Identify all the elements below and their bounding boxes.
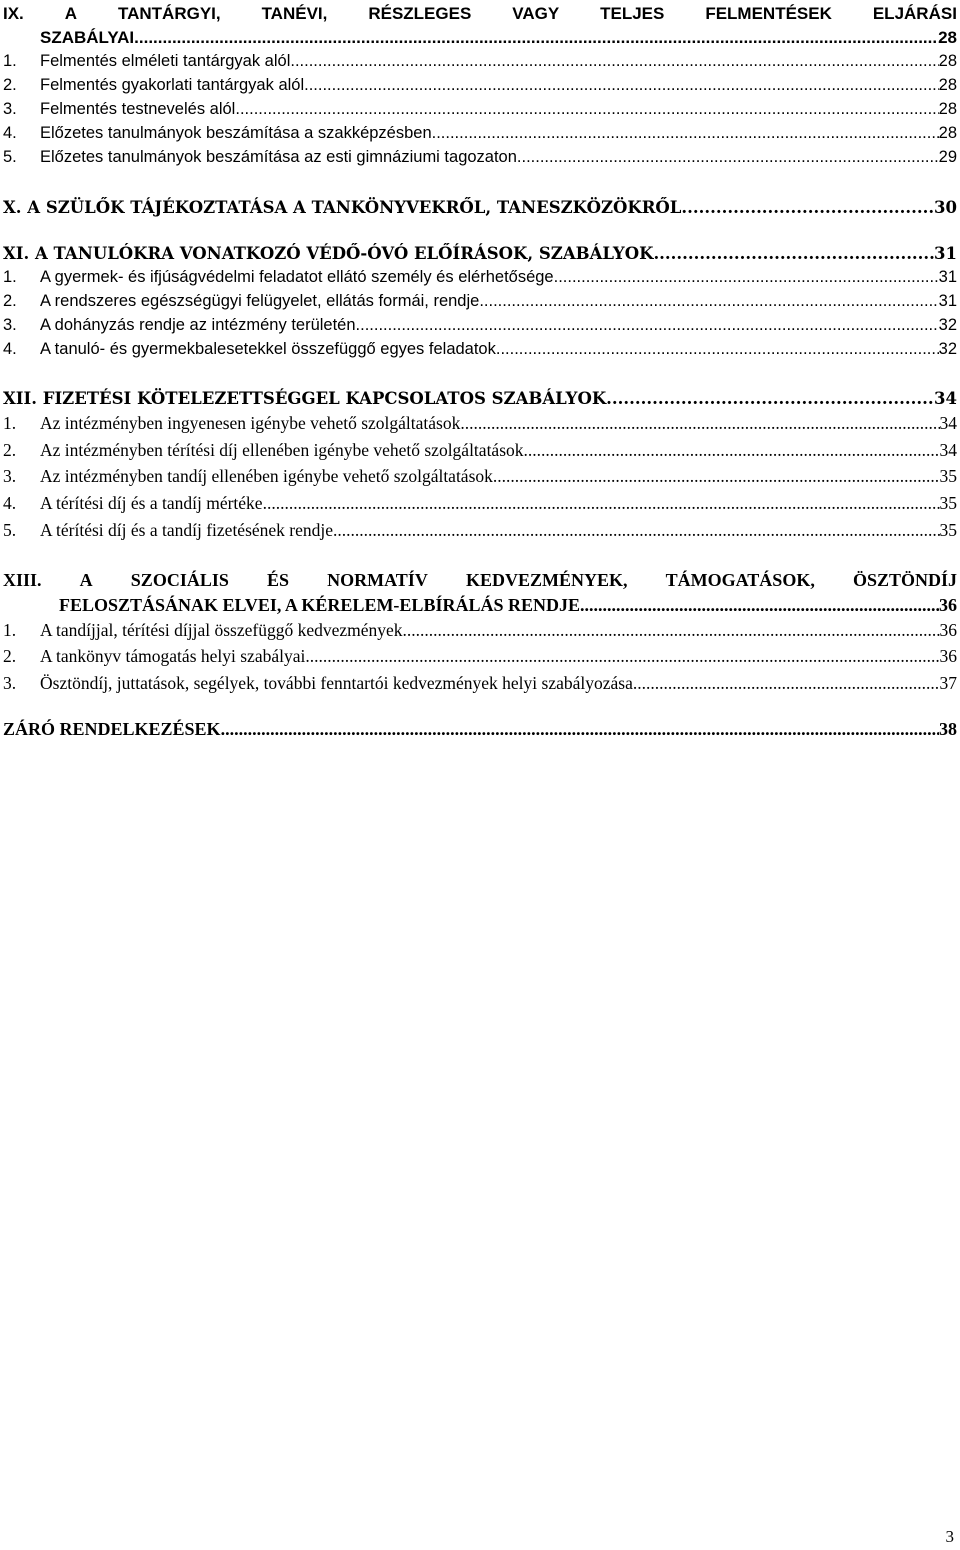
heading-word: ÉS bbox=[266, 570, 290, 590]
toc-title: A gyermek- és ifjúságvédelmi feladatot ellátó személy és elérhetősége bbox=[40, 268, 554, 286]
toc-entry[interactable] bbox=[3, 124, 957, 148]
toc-title: A rendszeres egészségügyi felügyelet, ellátás formái, rendje bbox=[40, 292, 480, 310]
toc-entry[interactable] bbox=[3, 440, 957, 464]
toc-leader bbox=[134, 28, 938, 48]
toc-leader bbox=[524, 440, 940, 461]
heading-word: TÁMOGATÁSOK, bbox=[665, 570, 815, 590]
toc-number: 2. bbox=[3, 440, 17, 460]
toc-leader bbox=[554, 268, 939, 287]
toc-number: 1. bbox=[3, 620, 17, 640]
heading-word: SZOCIÁLIS bbox=[130, 570, 229, 590]
toc-leader bbox=[580, 595, 939, 616]
toc-page-number: 31 bbox=[938, 292, 957, 310]
toc-page-number: 34 bbox=[934, 389, 957, 408]
toc-page-number: 31 bbox=[934, 244, 957, 263]
toc-title: XII. FIZETÉSI KÖTELEZETTSÉGGEL KAPCSOLATOS SZABÁLYOK bbox=[3, 389, 607, 408]
toc-title: A tankönyv támogatás helyi szabályai bbox=[40, 646, 306, 666]
toc-title: A dohányzás rendje az intézmény területén bbox=[40, 316, 356, 334]
toc-heading-zaro[interactable] bbox=[3, 719, 957, 743]
toc-number: 1. bbox=[3, 52, 17, 70]
toc-heading-x[interactable] bbox=[3, 198, 957, 222]
toc-page-number: 30 bbox=[934, 198, 957, 217]
toc-number: 4. bbox=[3, 124, 17, 142]
heading-word: TANTÁRGYI, bbox=[117, 4, 221, 23]
toc-title: A tandíjjal, térítési díjjal összefüggő kedvezmények bbox=[40, 620, 403, 640]
toc-leader bbox=[290, 52, 938, 71]
toc-entry[interactable] bbox=[3, 646, 957, 670]
toc-page-number: 28 bbox=[938, 28, 957, 47]
toc-heading-ix-line2[interactable] bbox=[40, 28, 957, 52]
toc-page-number: 31 bbox=[938, 268, 957, 286]
toc-page-number: 35 bbox=[939, 466, 957, 486]
toc-leader bbox=[235, 100, 938, 119]
toc-entry[interactable] bbox=[3, 148, 957, 172]
toc-leader bbox=[304, 76, 939, 95]
toc-entry[interactable] bbox=[3, 413, 957, 437]
toc-leader bbox=[633, 673, 940, 694]
toc-entry[interactable] bbox=[3, 493, 957, 517]
toc-heading-xi[interactable] bbox=[3, 244, 957, 268]
toc-heading-ix-line1 bbox=[3, 4, 957, 28]
toc-page-number: 34 bbox=[939, 413, 957, 433]
toc-page-number: 28 bbox=[938, 52, 957, 70]
toc-heading-xiii-line2[interactable] bbox=[59, 595, 957, 619]
toc-leader bbox=[479, 292, 938, 311]
toc-title: Ösztöndíj, juttatások, segélyek, további fenntartói kedvezmények helyi szabályozása bbox=[40, 673, 633, 693]
toc-page-number: 35 bbox=[939, 493, 957, 513]
toc-title: A tanuló- és gyermekbalesetekkel összefüggő egyes feladatok bbox=[40, 340, 496, 358]
heading-word: TANÉVI, bbox=[261, 4, 328, 23]
toc-leader bbox=[305, 646, 939, 667]
toc-title: Előzetes tanulmányok beszámítása a szakképzésben bbox=[40, 124, 432, 142]
toc-number: 2. bbox=[3, 76, 17, 94]
toc-title: Az intézményben térítési díj ellenében igénybe vehető szolgáltatások bbox=[40, 440, 524, 460]
heading-word: ÖSZTÖNDÍJ bbox=[852, 570, 957, 590]
toc-number: 4. bbox=[3, 493, 17, 513]
toc-entry[interactable] bbox=[3, 100, 957, 124]
toc-entry[interactable] bbox=[3, 340, 957, 364]
toc-page-number: 36 bbox=[939, 620, 957, 640]
toc-page-number: 32 bbox=[938, 316, 957, 334]
toc-leader bbox=[653, 244, 934, 263]
toc-title: FELOSZTÁSÁNAK ELVEI, A KÉRELEM-ELBÍRÁLÁS RENDJE bbox=[59, 595, 580, 615]
toc-title: Felmentés gyakorlati tantárgyak alól bbox=[40, 76, 305, 94]
toc-number: 1. bbox=[3, 413, 17, 433]
toc-title: Felmentés testnevelés alól bbox=[40, 100, 236, 118]
toc-page-number: 34 bbox=[939, 440, 957, 460]
toc-title: SZABÁLYAI bbox=[40, 28, 135, 47]
toc-title: A térítési díj és a tandíj fizetésének rendje bbox=[40, 520, 334, 540]
heading-word: KEDVEZMÉNYEK, bbox=[465, 570, 628, 590]
toc-leader bbox=[263, 493, 940, 514]
toc-page-number: 37 bbox=[939, 673, 957, 693]
toc-page-number: 36 bbox=[939, 646, 957, 666]
heading-word: XIII. bbox=[3, 570, 42, 590]
toc-leader bbox=[606, 389, 934, 408]
toc-leader bbox=[493, 466, 940, 487]
toc-page-number: 29 bbox=[938, 148, 957, 166]
toc-number: 4. bbox=[3, 340, 17, 358]
toc-number: 5. bbox=[3, 148, 17, 166]
toc-entry[interactable] bbox=[3, 520, 957, 544]
toc-page-number: 28 bbox=[938, 124, 957, 142]
toc-leader bbox=[403, 620, 940, 641]
toc-entry[interactable] bbox=[3, 673, 957, 697]
toc-title: ZÁRÓ RENDELKEZÉSEK bbox=[3, 719, 221, 739]
toc-title: Az intézményben ingyenesen igénybe vehető szolgáltatások bbox=[40, 413, 461, 433]
toc-leader bbox=[496, 340, 939, 359]
toc-number: 3. bbox=[3, 673, 17, 693]
toc-leader bbox=[681, 198, 934, 217]
toc-page-number: 28 bbox=[938, 100, 957, 118]
toc-title: Az intézményben tandíj ellenében igénybe vehető szolgáltatások bbox=[40, 466, 493, 486]
toc-number: 2. bbox=[3, 646, 17, 666]
heading-word: IX. bbox=[3, 4, 24, 23]
toc-leader bbox=[333, 520, 939, 541]
toc-page-number: 38 bbox=[939, 719, 957, 739]
toc-title: X. A SZÜLŐK TÁJÉKOZTATÁSA A TANKÖNYVEKRŐL, TANESZKÖZÖKRŐL bbox=[3, 198, 682, 217]
toc-entry[interactable] bbox=[3, 268, 957, 292]
toc-page-number: 36 bbox=[939, 595, 957, 615]
toc-number: 5. bbox=[3, 520, 17, 540]
toc-number: 3. bbox=[3, 100, 17, 118]
toc-page-number: 28 bbox=[938, 76, 957, 94]
toc-number: 2. bbox=[3, 292, 17, 310]
toc-entry[interactable] bbox=[3, 620, 957, 644]
toc-title: A térítési díj és a tandíj mértéke bbox=[40, 493, 263, 513]
toc-leader bbox=[517, 148, 939, 167]
toc-leader bbox=[460, 413, 939, 434]
toc-leader bbox=[221, 719, 939, 740]
toc-entry[interactable] bbox=[3, 316, 957, 340]
toc-page-number: 32 bbox=[938, 340, 957, 358]
toc-number: 3. bbox=[3, 466, 17, 486]
page-number: 3 bbox=[945, 1527, 954, 1546]
toc-entry[interactable] bbox=[3, 292, 957, 316]
heading-word: VAGY bbox=[512, 4, 560, 23]
heading-word: A bbox=[79, 570, 93, 590]
toc-entry[interactable] bbox=[3, 466, 957, 490]
toc-heading-xii[interactable] bbox=[3, 389, 957, 413]
heading-word: A bbox=[64, 4, 78, 23]
toc-leader bbox=[356, 316, 939, 335]
toc-title: XI. A TANULÓKRA VONATKOZÓ VÉDŐ-ÓVÓ ELŐÍRÁSOK, SZABÁLYOK bbox=[3, 244, 654, 263]
toc-number: 3. bbox=[3, 316, 17, 334]
toc-title: Felmentés elméleti tantárgyak alól bbox=[40, 52, 291, 70]
heading-word: FELMENTÉSEK bbox=[705, 4, 832, 23]
toc-title: Előzetes tanulmányok beszámítása az esti gimnáziumi tagozaton bbox=[40, 148, 517, 166]
toc-page-number: 35 bbox=[939, 520, 957, 540]
toc-leader bbox=[432, 124, 939, 143]
toc-entry[interactable] bbox=[3, 52, 957, 76]
heading-word: ELJÁRÁSI bbox=[872, 4, 957, 23]
toc-number: 1. bbox=[3, 268, 17, 286]
heading-word: NORMATÍV bbox=[327, 570, 428, 590]
toc-entry[interactable] bbox=[3, 76, 957, 100]
heading-word: TELJES bbox=[600, 4, 665, 23]
heading-word: RÉSZLEGES bbox=[368, 4, 472, 23]
toc-heading-xiii-line1 bbox=[3, 570, 957, 594]
